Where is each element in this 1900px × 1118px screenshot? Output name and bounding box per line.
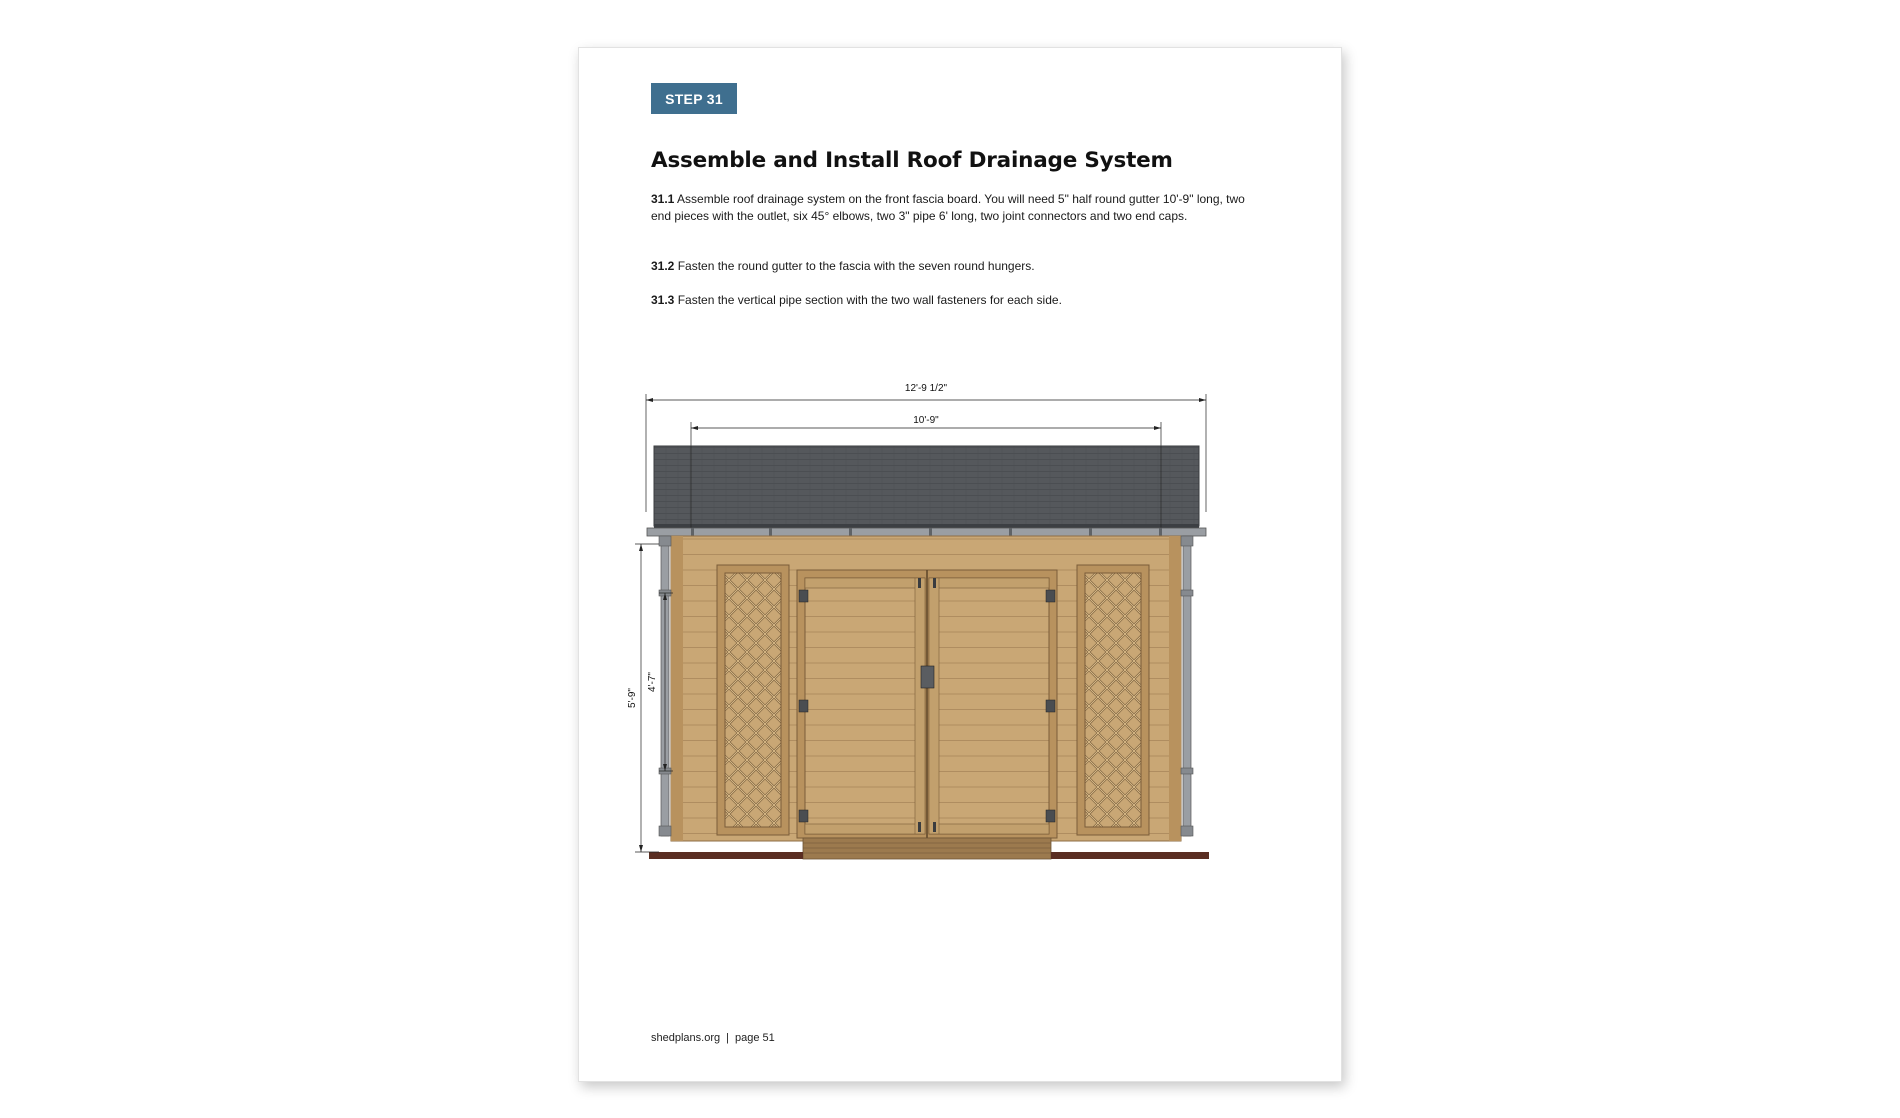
instruction-text: Fasten the vertical pipe section with the two wall fasteners for each side. [677, 293, 1062, 307]
wall-corner-trim-left [671, 536, 683, 841]
pipe-height-label: 4'-7" [647, 672, 658, 692]
instruction-text: Assemble roof drainage system on the front fascia board. You will need 5" half round gutter 10'-9" long, two end pieces with the outlet, six 45° elbows, two 3" pipe 6' long, two joint connectors and two end caps. [651, 192, 1245, 223]
door-latch-handle [921, 666, 934, 688]
footer-site: shedplans.org [651, 1032, 721, 1044]
downspout-right [1181, 536, 1193, 836]
document-page [578, 47, 1342, 1082]
foundation-skid-left [649, 852, 803, 859]
roof-drip-edge [654, 524, 1199, 528]
page-footer [651, 1032, 775, 1044]
foundation-skid-right [1051, 852, 1209, 859]
wall-corner-trim-right [1169, 536, 1181, 841]
footer-page-number: page 51 [734, 1032, 775, 1044]
page-title: Assemble and Install Roof Drainage System [651, 148, 1173, 173]
step-number: 31.3 [651, 293, 675, 307]
wall-height-dimension [627, 544, 659, 852]
overall-width-label: 12'-9 1/2" [904, 383, 948, 394]
roof-shingles [654, 446, 1199, 526]
wall-height-label: 5'-9" [627, 688, 638, 708]
shed-front-elevation-drawing [627, 383, 1269, 975]
gutter-length-label: 10'-9" [913, 415, 939, 426]
entry-ramp [803, 838, 1051, 859]
instruction-text: Fasten the round gutter to the fascia with the seven round hungers. [677, 259, 1035, 273]
step-number: 31.1 [651, 192, 675, 206]
instruction-31-3 [651, 292, 1246, 309]
step-number: 31.2 [651, 259, 675, 273]
step-badge: STEP 31 [651, 83, 737, 114]
instruction-31-2 [651, 258, 1246, 275]
instruction-31-1 [651, 191, 1246, 224]
footer-separator: | [726, 1032, 729, 1044]
gutter [647, 528, 1206, 536]
double-door [797, 570, 1057, 838]
